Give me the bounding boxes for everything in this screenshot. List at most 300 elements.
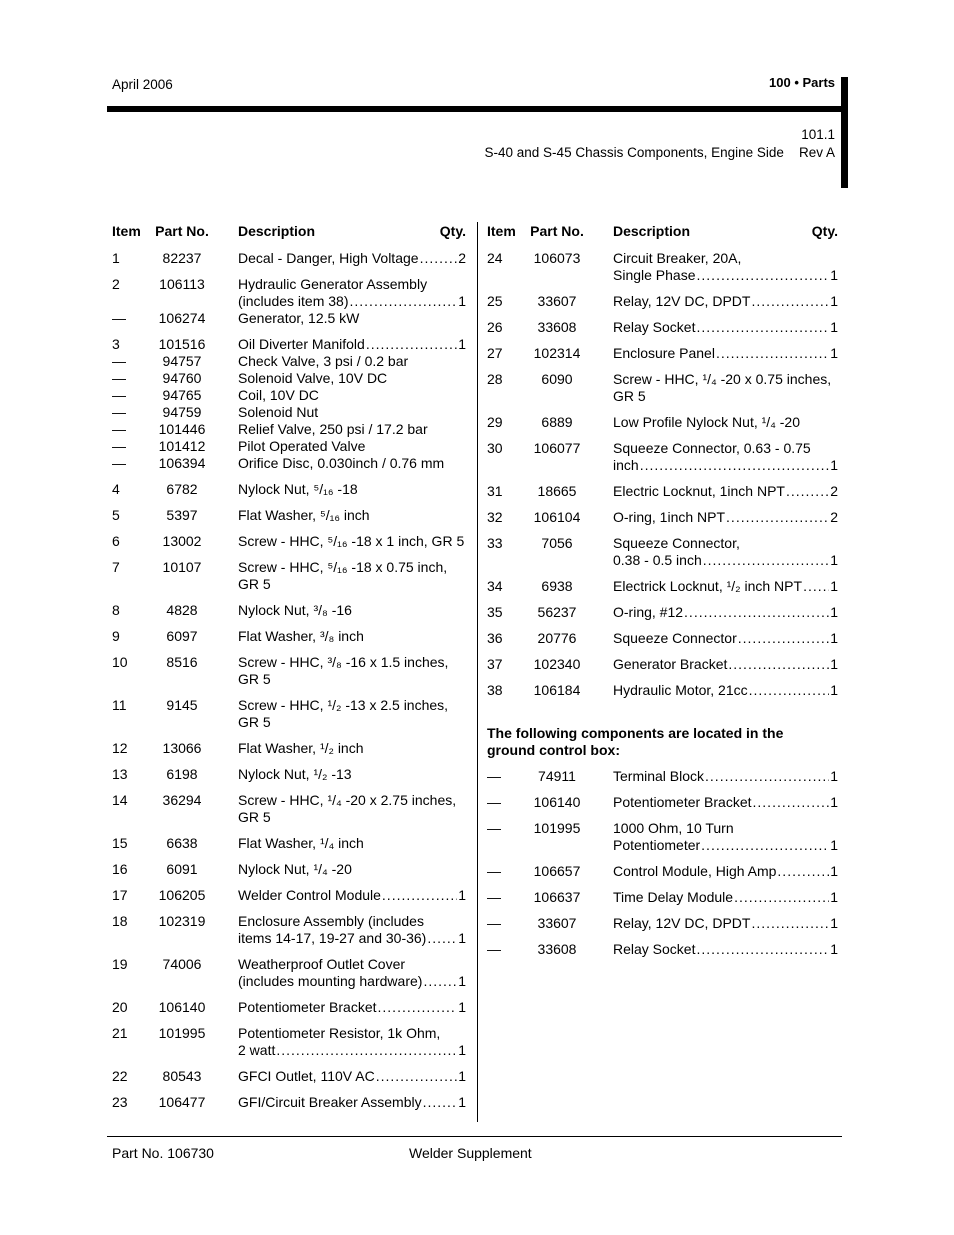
part-number: 6889 (541, 414, 573, 430)
item-number: 4 (112, 481, 120, 497)
description-text: Screw - HHC, ¹/₂ -13 x 2.5 inches, (238, 697, 449, 713)
header-part-no: Part No. (530, 223, 584, 239)
quantity: 1 (458, 293, 466, 309)
table-row (112, 250, 466, 267)
description-line (238, 559, 466, 576)
description (613, 414, 838, 431)
header-date: April 2006 (112, 77, 173, 92)
description-line (613, 319, 838, 336)
part-number: 101995 (158, 1025, 206, 1041)
header-qty: Qty. (811, 223, 838, 239)
table-row (112, 533, 466, 550)
description (238, 887, 466, 904)
header-part-no: Part No. (155, 223, 209, 239)
description-text: Solenoid Nut (238, 404, 319, 420)
ground-box-note: The following components are located in the ground control box: (487, 725, 784, 758)
description-text: Welder Control Module (238, 887, 381, 903)
quantity: 1 (458, 1068, 466, 1084)
description-line (238, 576, 466, 593)
description-line (613, 915, 838, 932)
part-number: 106104 (533, 509, 581, 525)
item-number: 3 (112, 336, 120, 352)
dot-leader (751, 915, 829, 932)
part-number: 74006 (162, 956, 202, 972)
dot-leader (423, 973, 457, 990)
description (613, 656, 838, 673)
dot-leader (376, 1068, 458, 1085)
part-number: 6782 (166, 481, 198, 497)
item-number: 28 (487, 371, 503, 387)
quantity: 1 (830, 345, 838, 361)
part-number: 106657 (533, 863, 581, 879)
description-text: (includes mounting hardware) (238, 973, 423, 989)
description-line (238, 336, 466, 353)
description (613, 768, 838, 785)
description-line (238, 1025, 466, 1042)
description-text: Flat Washer, ¹/₂ inch (238, 740, 364, 756)
quantity: 2 (830, 509, 838, 525)
description (238, 956, 466, 990)
description-line (238, 481, 466, 498)
description-line (238, 887, 466, 904)
description (238, 766, 466, 783)
description-text: Potentiometer (613, 837, 701, 853)
table-row (112, 481, 466, 498)
description-text: GR 5 (238, 714, 271, 730)
description (238, 835, 466, 852)
item-number: 25 (487, 293, 503, 309)
description-text: GFCI Outlet, 110V AC (238, 1068, 375, 1084)
quantity: 1 (830, 552, 838, 568)
dot-leader (276, 1042, 457, 1059)
description-text: Enclosure Panel (613, 345, 715, 361)
dot-leader (697, 267, 830, 284)
description (238, 1094, 466, 1111)
dot-leader (728, 656, 829, 673)
description-text: Generator Bracket (613, 656, 728, 672)
description-text: Hydraulic Generator Assembly (238, 276, 428, 292)
quantity: 1 (458, 1042, 466, 1058)
table-row (112, 602, 466, 619)
dot-leader (777, 863, 829, 880)
description-line (238, 455, 466, 472)
table-row (487, 656, 838, 673)
table-row (112, 438, 466, 455)
part-number: 106394 (158, 455, 206, 471)
part-number: 82237 (162, 250, 202, 266)
description (613, 578, 838, 595)
description-line (238, 353, 466, 370)
dot-leader (753, 794, 830, 811)
item-number: — (112, 370, 126, 386)
part-number: 102319 (158, 913, 206, 929)
description-text: Solenoid Valve, 10V DC (238, 370, 388, 386)
table-row (487, 604, 838, 621)
description-text: GR 5 (238, 576, 271, 592)
description-text: Single Phase (613, 267, 696, 283)
part-number: 13002 (162, 533, 202, 549)
description-line (238, 861, 466, 878)
description-text: Electrick Locknut, ¹/₂ inch NPT (613, 578, 803, 594)
table-row (487, 250, 838, 284)
table-header (487, 223, 838, 240)
item-number: — (487, 820, 501, 836)
table-row (112, 353, 466, 370)
description-line (613, 371, 838, 388)
dot-leader (803, 578, 829, 595)
item-number: — (487, 889, 501, 905)
part-number: 101446 (158, 421, 206, 437)
footer-rule (107, 1136, 842, 1137)
dot-leader (366, 336, 457, 353)
part-number: 20776 (537, 630, 577, 646)
description-text: items 14-17, 19-27 and 30-36) (238, 930, 427, 946)
description (613, 889, 838, 906)
item-number: 32 (487, 509, 503, 525)
quantity: 1 (830, 457, 838, 473)
table-row (112, 913, 466, 947)
quantity: 1 (830, 630, 838, 646)
item-number: 8 (112, 602, 120, 618)
dot-leader (701, 837, 829, 854)
quantity: 1 (458, 1094, 466, 1110)
table-header (112, 223, 466, 240)
part-number: 10107 (162, 559, 202, 575)
description (613, 440, 838, 474)
table-row (112, 956, 466, 990)
description-text: Nylock Nut, ³/₈ -16 (238, 602, 352, 618)
description-line (238, 956, 466, 973)
item-number: 1 (112, 250, 120, 266)
description (238, 310, 466, 327)
description (613, 794, 838, 811)
description-line (613, 414, 838, 431)
description-line (613, 656, 838, 673)
dot-leader (350, 293, 458, 310)
dot-leader (684, 604, 829, 621)
part-number: 6097 (166, 628, 198, 644)
description (613, 345, 838, 362)
description (238, 455, 466, 472)
table-row (487, 768, 838, 785)
item-number: — (487, 915, 501, 931)
part-number: 13066 (162, 740, 202, 756)
item-number: 13 (112, 766, 128, 782)
description-line (238, 293, 466, 310)
quantity: 1 (830, 293, 838, 309)
figure-caption (485, 145, 835, 160)
description (238, 507, 466, 524)
description-text: Flat Washer, ⁵/₁₆ inch (238, 507, 370, 523)
part-number: 106205 (158, 887, 206, 903)
part-number: 101995 (533, 820, 581, 836)
description-text: GR 5 (238, 809, 271, 825)
table-row (487, 794, 838, 811)
item-number: 14 (112, 792, 128, 808)
footer-manual-title: Welder Supplement (409, 1145, 532, 1161)
dot-leader (640, 457, 830, 474)
description-line (238, 387, 466, 404)
description-line (613, 509, 838, 526)
description-line (238, 697, 466, 714)
description (238, 421, 466, 438)
description (238, 697, 466, 731)
description-text: Nylock Nut, ¹/₄ -20 (238, 861, 352, 877)
table-row (112, 766, 466, 783)
part-number: 106113 (159, 276, 205, 292)
quantity: 1 (830, 915, 838, 931)
part-number: 6091 (166, 861, 198, 877)
quantity: 1 (830, 267, 838, 283)
column-divider (477, 222, 478, 1122)
header-description: Description (238, 223, 316, 239)
part-number: 6638 (166, 835, 198, 851)
part-number: 33608 (537, 319, 577, 335)
description-line (238, 714, 466, 731)
description-line (238, 507, 466, 524)
item-number: 19 (112, 956, 128, 972)
item-number: 35 (487, 604, 503, 620)
ground-box-rows (487, 768, 838, 958)
part-number: 6090 (541, 371, 573, 387)
description-line (238, 404, 466, 421)
quantity: 1 (830, 319, 838, 335)
description-text: Electric Locknut, 1inch NPT (613, 483, 785, 499)
description (613, 250, 838, 284)
table-row (487, 630, 838, 647)
part-number: 9145 (166, 697, 198, 713)
description-text: Squeeze Connector (613, 630, 737, 646)
quantity: 1 (458, 930, 466, 946)
part-number: 106140 (533, 794, 581, 810)
description-line (238, 276, 466, 293)
item-number: — (487, 941, 501, 957)
description-text: Nylock Nut, ⁵/₁₆ -18 (238, 481, 358, 497)
description-line (238, 999, 466, 1016)
table-row (112, 507, 466, 524)
item-number: — (112, 404, 126, 420)
item-number: 33 (487, 535, 503, 551)
description (238, 654, 466, 688)
description (613, 483, 838, 500)
item-number: 10 (112, 654, 128, 670)
description-text: inch (613, 457, 639, 473)
item-number: 15 (112, 835, 128, 851)
description-text: Check Valve, 3 psi / 0.2 bar (238, 353, 409, 369)
description-line (238, 973, 466, 990)
table-row (112, 1025, 466, 1059)
table-row (112, 861, 466, 878)
item-number: 26 (487, 319, 503, 335)
dot-leader (716, 345, 829, 362)
dot-leader (696, 941, 829, 958)
description-text: 1000 Ohm, 10 Turn (613, 820, 734, 836)
description-line (238, 792, 466, 809)
description-text: Screw - HHC, ¹/₄ -20 x 2.75 inches, (238, 792, 457, 808)
quantity: 1 (830, 794, 838, 810)
description (613, 941, 838, 958)
description (238, 370, 466, 387)
description-text: Relief Valve, 250 psi / 17.2 bar (238, 421, 428, 437)
description-line (613, 293, 838, 310)
description (613, 293, 838, 310)
description-line (613, 941, 838, 958)
description-line (613, 820, 838, 837)
description-text: Pilot Operated Valve (238, 438, 366, 454)
parts-list-left (112, 223, 466, 1120)
dot-leader (696, 319, 829, 336)
description-line (613, 440, 838, 457)
description-text: Potentiometer Resistor, 1k Ohm, (238, 1025, 441, 1041)
part-number: 80543 (162, 1068, 202, 1084)
table-row (487, 578, 838, 595)
item-number: 34 (487, 578, 503, 594)
description-text: GR 5 (238, 671, 271, 687)
description-text: GR 5 (613, 388, 646, 404)
item-number: 17 (112, 887, 128, 903)
description-line (238, 766, 466, 783)
description (238, 353, 466, 370)
description-line (238, 1042, 466, 1059)
description-line (238, 740, 466, 757)
description (613, 371, 838, 405)
item-number: 23 (112, 1094, 128, 1110)
dot-leader (423, 1094, 458, 1111)
part-number: 106637 (533, 889, 581, 905)
part-number: 6938 (541, 578, 573, 594)
table-row (112, 1068, 466, 1085)
dot-leader (738, 630, 829, 647)
item-number: — (487, 863, 501, 879)
table-row (487, 682, 838, 699)
item-number: 31 (487, 483, 503, 499)
description (238, 387, 466, 404)
description-line (613, 630, 838, 647)
header-item: Item (487, 223, 516, 239)
description-text: Time Delay Module (613, 889, 734, 905)
table-row (112, 792, 466, 826)
part-number: 94765 (162, 387, 202, 403)
item-number: 20 (112, 999, 128, 1015)
description-text: Enclosure Assembly (includes (238, 913, 424, 929)
description-text: Potentiometer Bracket (613, 794, 752, 810)
quantity: 2 (830, 483, 838, 499)
table-row (487, 535, 838, 569)
description (613, 630, 838, 647)
table-row (112, 654, 466, 688)
quantity: 1 (458, 973, 466, 989)
part-number: 101412 (158, 438, 206, 454)
description-line (238, 602, 466, 619)
description-line (613, 457, 838, 474)
description (238, 404, 466, 421)
table-row (112, 628, 466, 645)
description-text: Flat Washer, ³/₈ inch (238, 628, 364, 644)
description-text: Circuit Breaker, 20A, (613, 250, 742, 266)
description-text: (includes item 38) (238, 293, 349, 309)
table-row (112, 740, 466, 757)
description-text: Screw - HHC, ³/₈ -16 x 1.5 inches, (238, 654, 449, 670)
dot-leader (427, 930, 457, 947)
description-line (238, 654, 466, 671)
description-line (613, 388, 838, 405)
part-number: 106073 (533, 250, 581, 266)
description-line (613, 535, 838, 552)
description-text: Coil, 10V DC (238, 387, 319, 403)
part-number: 106477 (158, 1094, 206, 1110)
revision-label: Rev A (798, 145, 835, 160)
description (613, 682, 838, 699)
description-line (613, 604, 838, 621)
dot-leader (705, 768, 829, 785)
description (238, 250, 466, 267)
description-text: Relay Socket (613, 941, 696, 957)
table-row (487, 414, 838, 431)
description (613, 820, 838, 854)
table-row (112, 276, 466, 310)
quantity: 1 (830, 889, 838, 905)
item-number: 6 (112, 533, 120, 549)
part-number: 106274 (158, 310, 206, 326)
dot-leader (786, 483, 829, 500)
table-row (112, 559, 466, 593)
item-number: 9 (112, 628, 120, 644)
header-rule (107, 106, 842, 112)
description (238, 740, 466, 757)
table-row (112, 370, 466, 387)
parts-list-right (487, 223, 838, 967)
figure-number: 101.1 (801, 127, 835, 142)
quantity: 1 (830, 656, 838, 672)
description (238, 438, 466, 455)
description (238, 276, 466, 310)
description-line (238, 930, 466, 947)
description-text: Generator, 12.5 kW (238, 310, 360, 326)
description-line (613, 863, 838, 880)
table-row (112, 835, 466, 852)
header-description: Description (613, 223, 691, 239)
table-row (487, 319, 838, 336)
description (238, 481, 466, 498)
quantity: 1 (830, 578, 838, 594)
part-number: 8516 (166, 654, 198, 670)
part-number: 101516 (158, 336, 206, 352)
part-number: 33607 (537, 915, 577, 931)
quantity: 2 (458, 250, 466, 266)
description-line (613, 552, 838, 569)
part-number: 106140 (158, 999, 206, 1015)
quantity: 1 (458, 999, 466, 1015)
item-number: 38 (487, 682, 503, 698)
quantity: 1 (458, 887, 466, 903)
table-row (487, 863, 838, 880)
part-number: 36294 (162, 792, 202, 808)
description-text: Control Module, High Amp (613, 863, 777, 879)
item-number: 30 (487, 440, 503, 456)
left-rows (112, 250, 466, 1111)
description (238, 628, 466, 645)
description-text: Screw - HHC, ⁵/₁₆ -18 x 1 inch, GR 5 (238, 533, 465, 549)
description (613, 915, 838, 932)
item-number: 37 (487, 656, 503, 672)
item-number: — (112, 455, 126, 471)
description-text: O-ring, #12 (613, 604, 684, 620)
table-row (112, 455, 466, 472)
footer-part-number: Part No. 106730 (112, 1145, 214, 1161)
part-number: 94759 (162, 404, 202, 420)
part-number: 33607 (537, 293, 577, 309)
description-line (238, 421, 466, 438)
